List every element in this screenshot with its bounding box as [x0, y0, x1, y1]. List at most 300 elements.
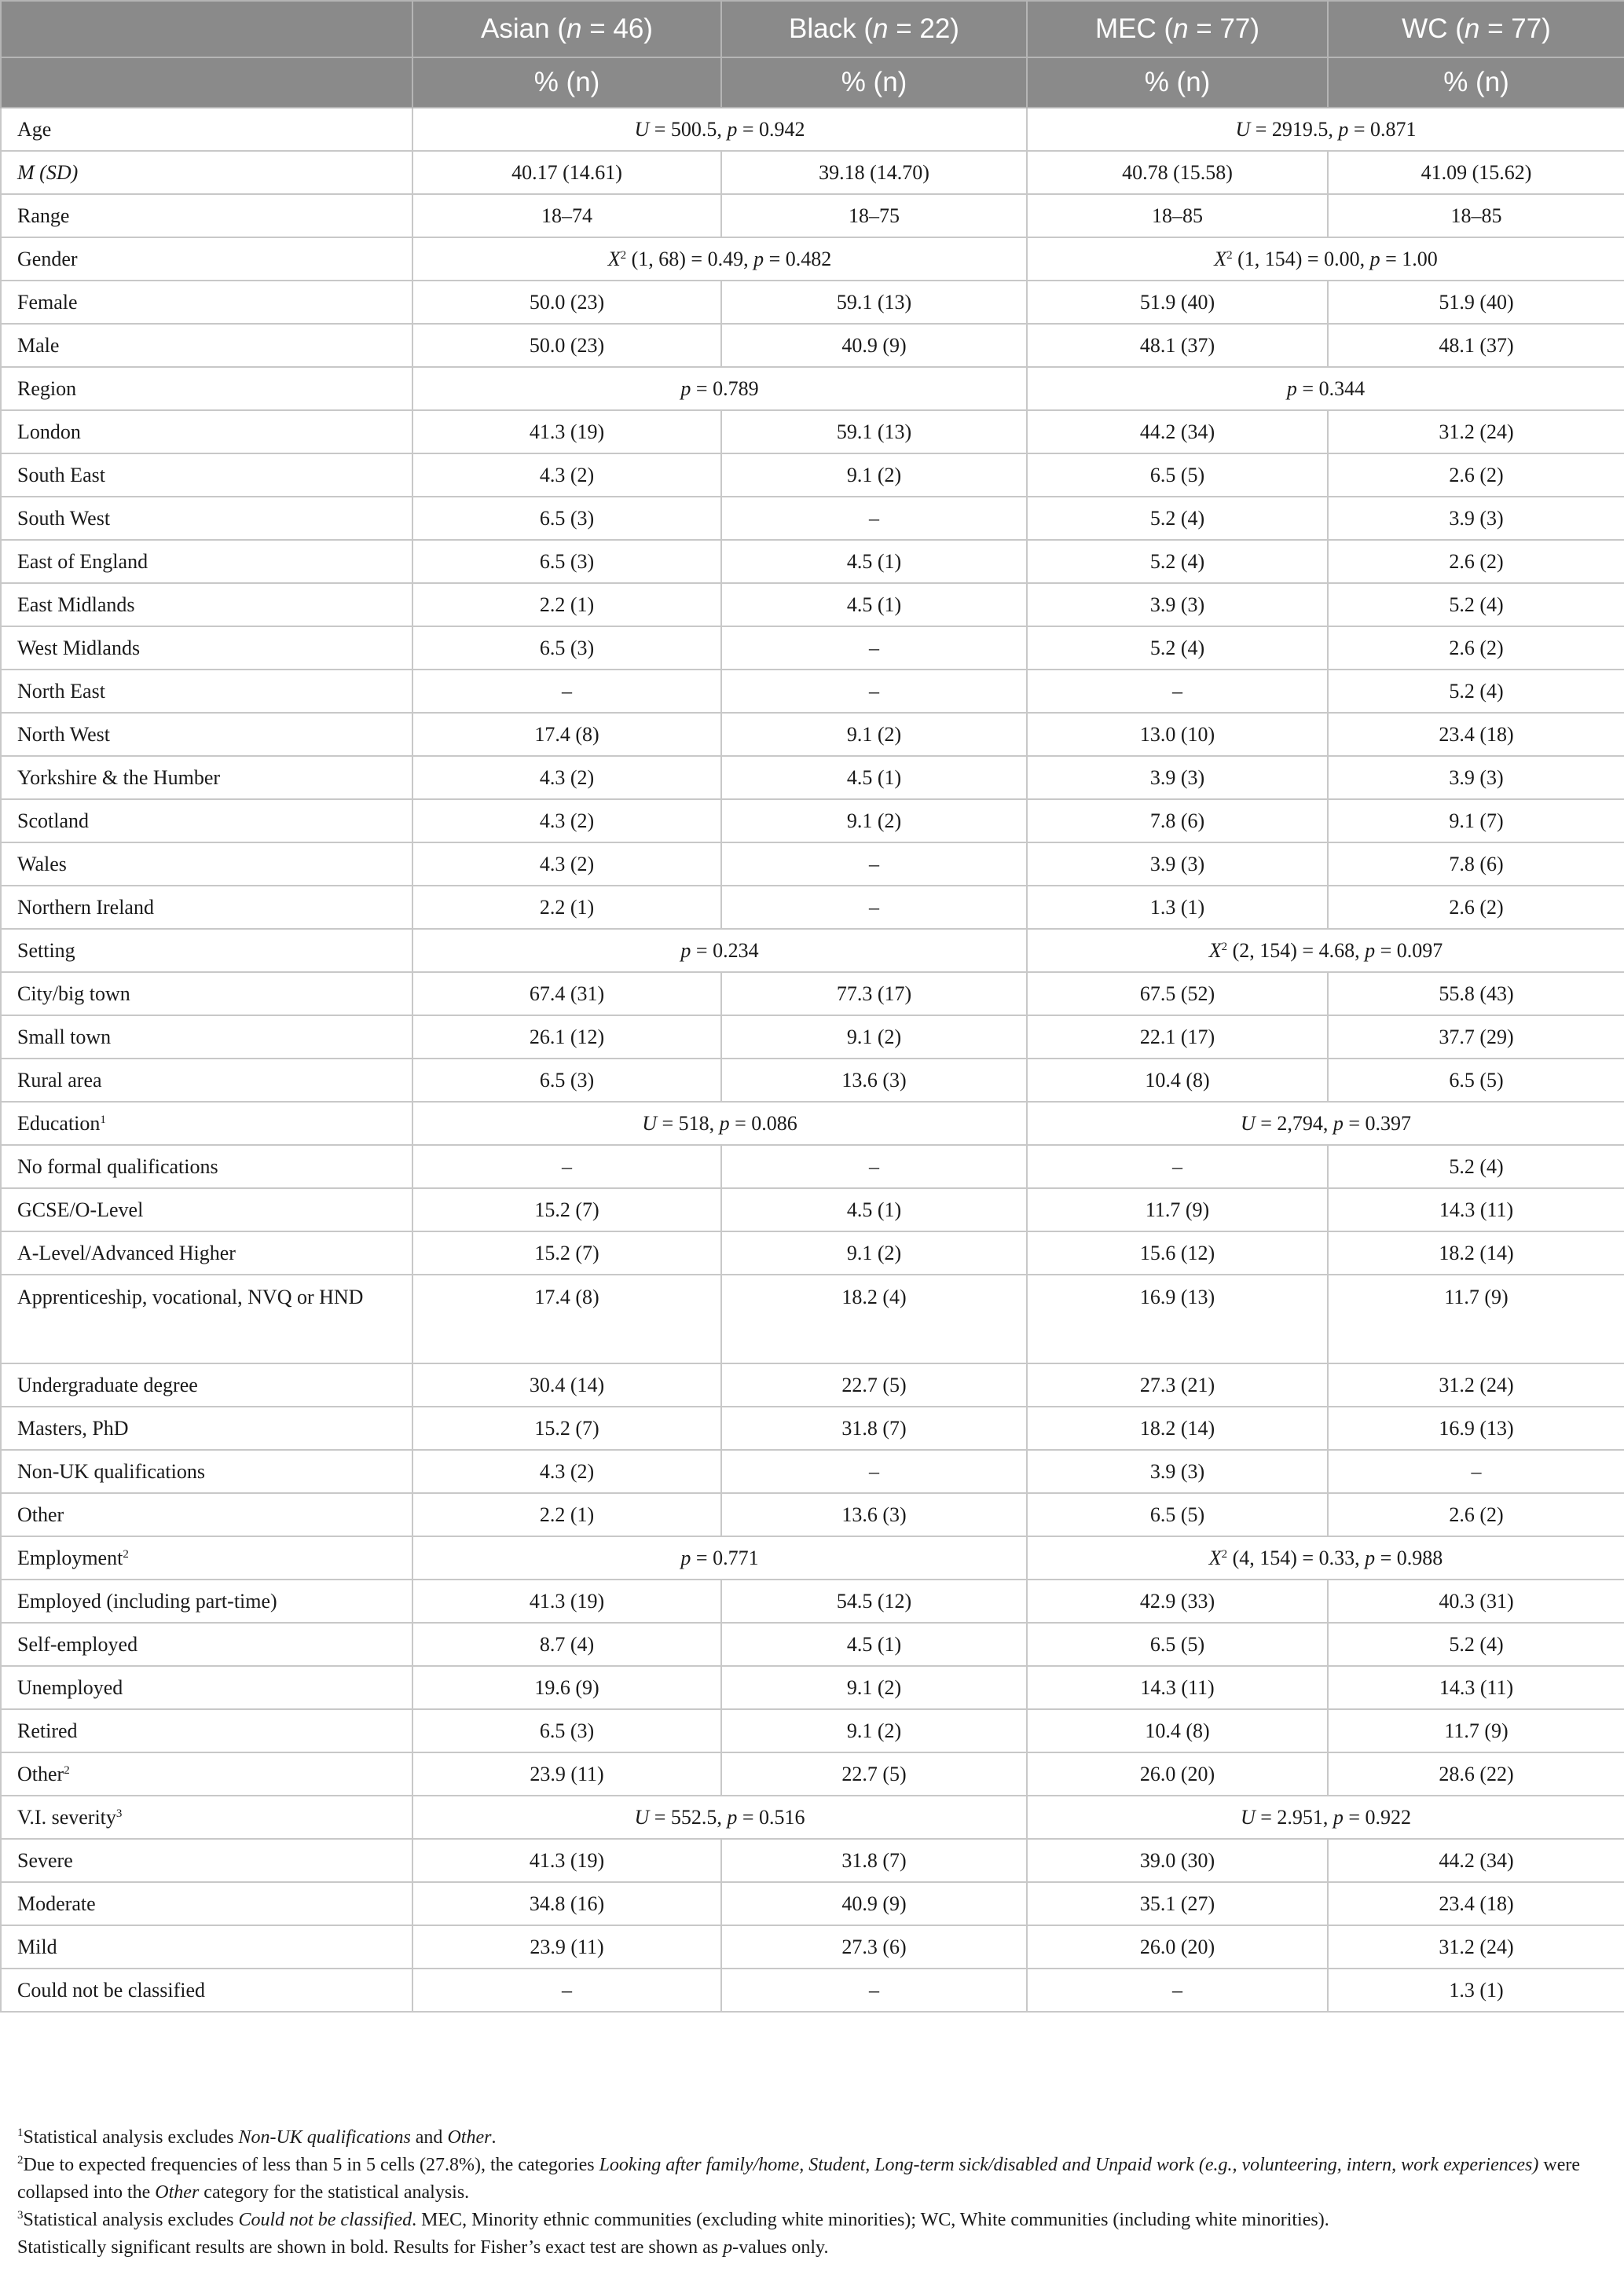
- header-unit: % (n): [412, 57, 721, 108]
- value-cell: 31.2 (24): [1328, 410, 1624, 453]
- value-cell: 9.1 (2): [721, 1231, 1027, 1275]
- stat-cell: $X^2$ (2, 154) = 4.68, p = 0.097: [1027, 929, 1624, 972]
- stat-cell: U = 552.5, p = 0.516: [412, 1796, 1027, 1839]
- row-label: [1, 367, 412, 410]
- value-cell: 5.2 (4): [1027, 626, 1328, 670]
- value-cell: 44.2 (34): [1027, 410, 1328, 453]
- table-row: [1, 1450, 1624, 1493]
- value-cell: 59.1 (13): [721, 410, 1027, 453]
- footnote-marker: 2: [64, 1763, 70, 1777]
- group-n-label: n: [1173, 13, 1189, 44]
- stat-cell: p = 0.234: [412, 929, 1027, 972]
- table-row: [1, 1145, 1624, 1188]
- row-label-text: Northern Ireland: [17, 895, 154, 919]
- table-row: [1, 324, 1624, 367]
- row-label: [1, 194, 412, 237]
- table-row: [1, 1882, 1624, 1925]
- section-row: [1, 237, 1624, 281]
- value-cell: –: [1027, 1969, 1328, 2012]
- value-cell: 15.6 (12): [1027, 1231, 1328, 1275]
- table-row: [1, 1666, 1624, 1709]
- footnote-text: were collapsed into the: [17, 2155, 1581, 2203]
- value-cell: 26.0 (20): [1027, 1925, 1328, 1969]
- value-cell: –: [1328, 1450, 1624, 1493]
- row-label: [1, 1969, 412, 2012]
- row-label: [1, 497, 412, 540]
- row-label-text: Other: [17, 1762, 64, 1785]
- row-label: [1, 1709, 412, 1752]
- value-cell: 4.3 (2): [412, 1450, 721, 1493]
- table-row: [1, 1363, 1624, 1407]
- value-cell: 50.0 (23): [412, 281, 721, 324]
- value-cell: 2.6 (2): [1328, 1493, 1624, 1536]
- value-cell: 5.2 (4): [1328, 1623, 1624, 1666]
- header-group: WC (n = 77): [1328, 1, 1624, 57]
- group-name: Asian: [481, 13, 550, 44]
- row-label-text: Employment: [17, 1546, 123, 1569]
- row-label: [1, 540, 412, 583]
- row-label: [1, 1231, 412, 1275]
- row-label-text: Unemployed: [17, 1675, 123, 1699]
- value-cell: 15.2 (7): [412, 1188, 721, 1231]
- row-label: [1, 1882, 412, 1925]
- value-cell: 50.0 (23): [412, 324, 721, 367]
- value-cell: 17.4 (8): [412, 713, 721, 756]
- footnote-number: 3: [17, 2209, 24, 2222]
- value-cell: 31.2 (24): [1328, 1363, 1624, 1407]
- section-row: [1, 108, 1624, 151]
- value-cell: 16.9 (13): [1027, 1275, 1328, 1363]
- value-cell: 6.5 (5): [1027, 453, 1328, 497]
- footnote-text: .: [491, 2127, 497, 2148]
- value-cell: 14.3 (11): [1027, 1666, 1328, 1709]
- stat-cell: U = 2.951, p = 0.922: [1027, 1796, 1624, 1839]
- header-unit: % (n): [1027, 57, 1328, 108]
- row-label-text: City/big town: [17, 982, 130, 1005]
- value-cell: 9.1 (2): [721, 1666, 1027, 1709]
- footnote-text: Other: [447, 2127, 492, 2148]
- table-row: [1, 1188, 1624, 1231]
- footnote: [17, 2207, 1597, 2234]
- table-row: [1, 1231, 1624, 1275]
- row-label: [1, 281, 412, 324]
- row-label: [1, 410, 412, 453]
- row-label-text: M (SD): [17, 160, 79, 184]
- value-cell: 19.6 (9): [412, 1666, 721, 1709]
- header-group: MEC (n = 77): [1027, 1, 1328, 57]
- value-cell: 4.5 (1): [721, 583, 1027, 626]
- value-cell: –: [412, 1145, 721, 1188]
- value-cell: 4.5 (1): [721, 1188, 1027, 1231]
- value-cell: –: [721, 886, 1027, 929]
- value-cell: 55.8 (43): [1328, 972, 1624, 1015]
- table-row: [1, 1015, 1624, 1059]
- stat-cell: p = 0.344: [1027, 367, 1624, 410]
- value-cell: –: [721, 1969, 1027, 2012]
- value-cell: 18–85: [1328, 194, 1624, 237]
- stat-cell: $X^2$ (1, 68) = 0.49, p = 0.482: [412, 237, 1027, 281]
- value-cell: 31.2 (24): [1328, 1925, 1624, 1969]
- value-cell: 11.7 (9): [1328, 1275, 1624, 1363]
- row-label: [1, 1145, 412, 1188]
- value-cell: 18–85: [1027, 194, 1328, 237]
- footnote-number: 2: [17, 2154, 24, 2167]
- value-cell: 8.7 (4): [412, 1623, 721, 1666]
- row-label-text: Undergraduate degree: [17, 1373, 198, 1396]
- value-cell: 2.2 (1): [412, 886, 721, 929]
- value-cell: 15.2 (7): [412, 1407, 721, 1450]
- value-cell: 18–75: [721, 194, 1027, 237]
- value-cell: 18.2 (14): [1027, 1407, 1328, 1450]
- table-row: [1, 756, 1624, 799]
- value-cell: 3.9 (3): [1328, 756, 1624, 799]
- footnote-text: Looking after family/home, Student, Long-term sick/disabled and Unpaid work (e.g., volunteering, intern, work experiences): [599, 2155, 1539, 2175]
- table-row: [1, 1752, 1624, 1796]
- footnote-text: Could not be classified: [238, 2210, 412, 2230]
- value-cell: 5.2 (4): [1027, 540, 1328, 583]
- value-cell: 23.4 (18): [1328, 1882, 1624, 1925]
- value-cell: 27.3 (6): [721, 1925, 1027, 1969]
- value-cell: 26.1 (12): [412, 1015, 721, 1059]
- stat-cell: $X^2$ (1, 154) = 0.00, p = 1.00: [1027, 237, 1624, 281]
- footnote-text: category for the statistical analysis.: [199, 2182, 470, 2203]
- row-label: [1, 453, 412, 497]
- row-label-text: Range: [17, 204, 70, 227]
- header-unit: % (n): [1328, 57, 1624, 108]
- footnote-marker: 2: [123, 1547, 129, 1561]
- footnote-text: and: [410, 2127, 448, 2148]
- footnote-text: Statistical analysis excludes: [23, 2210, 239, 2230]
- value-cell: 5.2 (4): [1328, 670, 1624, 713]
- value-cell: 40.3 (31): [1328, 1580, 1624, 1623]
- stat-cell: U = 2919.5, p = 0.871: [1027, 108, 1624, 151]
- row-label: [1, 583, 412, 626]
- value-cell: 6.5 (3): [412, 626, 721, 670]
- value-cell: 22.1 (17): [1027, 1015, 1328, 1059]
- row-label-text: Mild: [17, 1935, 57, 1958]
- value-cell: 5.2 (4): [1328, 1145, 1624, 1188]
- row-label-text: Gender: [17, 247, 78, 270]
- value-cell: 18.2 (14): [1328, 1231, 1624, 1275]
- row-label: [1, 1407, 412, 1450]
- footnote-number: 1: [17, 2126, 24, 2139]
- row-label: [1, 929, 412, 972]
- value-cell: 9.1 (2): [721, 453, 1027, 497]
- row-label: [1, 886, 412, 929]
- value-cell: 37.7 (29): [1328, 1015, 1624, 1059]
- row-label: [1, 1839, 412, 1882]
- row-label: [1, 1796, 412, 1839]
- value-cell: 22.7 (5): [721, 1363, 1027, 1407]
- value-cell: 28.6 (22): [1328, 1752, 1624, 1796]
- footnote-text: . MEC, Minority ethnic communities (excluding white minorities); WC, White communities (including white minorities).: [412, 2210, 1329, 2230]
- value-cell: 4.3 (2): [412, 799, 721, 842]
- table-row: [1, 151, 1624, 194]
- section-row: [1, 1796, 1624, 1839]
- row-label-text: Region: [17, 376, 77, 400]
- value-cell: 10.4 (8): [1027, 1059, 1328, 1102]
- row-label-text: Female: [17, 290, 78, 314]
- row-label: [1, 1493, 412, 1536]
- stat-cell: $X^2$ (4, 154) = 0.33, p = 0.988: [1027, 1536, 1624, 1580]
- row-label: [1, 670, 412, 713]
- row-label-text: No formal qualifications: [17, 1154, 218, 1178]
- section-row: [1, 1536, 1624, 1580]
- value-cell: 30.4 (14): [412, 1363, 721, 1407]
- table-row: [1, 799, 1624, 842]
- value-cell: 1.3 (1): [1328, 1969, 1624, 2012]
- value-cell: 11.7 (9): [1328, 1709, 1624, 1752]
- row-label: [1, 756, 412, 799]
- table-row: [1, 497, 1624, 540]
- value-cell: 31.8 (7): [721, 1839, 1027, 1882]
- value-cell: –: [721, 670, 1027, 713]
- table-row: [1, 1407, 1624, 1450]
- table-row: [1, 842, 1624, 886]
- value-cell: 13.0 (10): [1027, 713, 1328, 756]
- table-row: [1, 1580, 1624, 1623]
- footnote: [17, 2152, 1597, 2207]
- value-cell: 11.7 (9): [1027, 1188, 1328, 1231]
- value-cell: 22.7 (5): [721, 1752, 1027, 1796]
- row-label-text: North East: [17, 679, 105, 703]
- row-label: [1, 799, 412, 842]
- value-cell: 4.3 (2): [412, 842, 721, 886]
- value-cell: 18–74: [412, 194, 721, 237]
- row-label-text: Setting: [17, 938, 75, 962]
- value-cell: 14.3 (11): [1328, 1188, 1624, 1231]
- stat-cell: U = 500.5, p = 0.942: [412, 108, 1027, 151]
- row-label-text: V.I. severity: [17, 1805, 116, 1829]
- row-label: [1, 1015, 412, 1059]
- row-label: [1, 1188, 412, 1231]
- value-cell: 6.5 (5): [1328, 1059, 1624, 1102]
- row-label-text: Retired: [17, 1719, 78, 1742]
- table-row: [1, 1839, 1624, 1882]
- row-label-text: Small town: [17, 1025, 112, 1048]
- value-cell: 40.9 (9): [721, 324, 1027, 367]
- section-row: [1, 929, 1624, 972]
- row-label-text: Self-employed: [17, 1632, 138, 1656]
- table-row: [1, 410, 1624, 453]
- value-cell: 15.2 (7): [412, 1231, 721, 1275]
- row-label: [1, 324, 412, 367]
- value-cell: 48.1 (37): [1328, 324, 1624, 367]
- group-n-value: = 77): [1188, 13, 1260, 44]
- table-row: [1, 1969, 1624, 2012]
- group-n-value: = 46): [581, 13, 653, 44]
- stat-cell: p = 0.771: [412, 1536, 1027, 1580]
- header-row-groups: [1, 1, 1624, 57]
- value-cell: 26.0 (20): [1027, 1752, 1328, 1796]
- value-cell: 51.9 (40): [1027, 281, 1328, 324]
- value-cell: –: [721, 1450, 1027, 1493]
- value-cell: 18.2 (4): [721, 1275, 1027, 1363]
- value-cell: 13.6 (3): [721, 1059, 1027, 1102]
- value-cell: –: [721, 842, 1027, 886]
- value-cell: 3.9 (3): [1027, 842, 1328, 886]
- group-name: WC: [1402, 13, 1448, 44]
- table-row: [1, 194, 1624, 237]
- table-footnotes: [17, 2124, 1597, 2262]
- value-cell: –: [1027, 1145, 1328, 1188]
- row-label-text: Rural area: [17, 1068, 102, 1092]
- value-cell: 44.2 (34): [1328, 1839, 1624, 1882]
- value-cell: 2.6 (2): [1328, 540, 1624, 583]
- row-label: [1, 1580, 412, 1623]
- value-cell: 34.8 (16): [412, 1882, 721, 1925]
- row-label-text: Apprenticeship, vocational, NVQ or HND: [17, 1286, 364, 1308]
- row-label: [1, 108, 412, 151]
- value-cell: 2.2 (1): [412, 583, 721, 626]
- row-label-text: A-Level/Advanced Higher: [17, 1241, 236, 1264]
- footnote-text: -values only.: [732, 2237, 829, 2258]
- row-label: [1, 1102, 412, 1145]
- table-row: [1, 583, 1624, 626]
- value-cell: 6.5 (3): [412, 1709, 721, 1752]
- row-label: [1, 1363, 412, 1407]
- row-label-text: Education: [17, 1111, 101, 1135]
- row-label-text: South East: [17, 463, 105, 486]
- value-cell: 41.3 (19): [412, 410, 721, 453]
- footnote-text: Other: [155, 2182, 200, 2203]
- value-cell: 31.8 (7): [721, 1407, 1027, 1450]
- value-cell: 10.4 (8): [1027, 1709, 1328, 1752]
- value-cell: 35.1 (27): [1027, 1882, 1328, 1925]
- group-name: MEC: [1094, 13, 1157, 44]
- group-n-label: n: [566, 13, 582, 44]
- row-label: [1, 1275, 412, 1363]
- value-cell: 9.1 (2): [721, 713, 1027, 756]
- header-row-units: [1, 57, 1624, 108]
- table-row: [1, 626, 1624, 670]
- row-label-text: Male: [17, 333, 60, 357]
- row-label: [1, 626, 412, 670]
- footnote-text: Statistical analysis excludes: [23, 2127, 239, 2148]
- header-group: Asian (n = 46): [412, 1, 721, 57]
- value-cell: –: [412, 670, 721, 713]
- value-cell: 6.5 (3): [412, 1059, 721, 1102]
- row-label-text: North West: [17, 722, 111, 746]
- row-label-text: London: [17, 420, 81, 443]
- row-label-text: Scotland: [17, 809, 89, 832]
- value-cell: 5.2 (4): [1027, 497, 1328, 540]
- row-label-text: South West: [17, 506, 111, 530]
- row-label: [1, 842, 412, 886]
- value-cell: 41.09 (15.62): [1328, 151, 1624, 194]
- group-n-label: n: [1464, 13, 1480, 44]
- table-header: [1, 1, 1624, 108]
- value-cell: 3.9 (3): [1027, 756, 1328, 799]
- value-cell: 4.5 (1): [721, 756, 1027, 799]
- value-cell: –: [721, 1145, 1027, 1188]
- value-cell: 42.9 (33): [1027, 1580, 1328, 1623]
- value-cell: 9.1 (2): [721, 799, 1027, 842]
- group-n-label: n: [873, 13, 889, 44]
- row-label-text: Yorkshire & the Humber: [17, 765, 221, 789]
- value-cell: 40.9 (9): [721, 1882, 1027, 1925]
- value-cell: 7.8 (6): [1328, 842, 1624, 886]
- footnote-marker: 1: [100, 1113, 106, 1126]
- value-cell: 41.3 (19): [412, 1580, 721, 1623]
- row-label: [1, 1623, 412, 1666]
- table-row: [1, 453, 1624, 497]
- row-label: [1, 1925, 412, 1969]
- table-row: [1, 1709, 1624, 1752]
- value-cell: 59.1 (13): [721, 281, 1027, 324]
- value-cell: 54.5 (12): [721, 1580, 1027, 1623]
- value-cell: 7.8 (6): [1027, 799, 1328, 842]
- value-cell: 23.4 (18): [1328, 713, 1624, 756]
- row-label-text: Other: [17, 1503, 64, 1526]
- value-cell: 2.6 (2): [1328, 626, 1624, 670]
- value-cell: 1.3 (1): [1027, 886, 1328, 929]
- row-label-text: Age: [17, 117, 52, 141]
- value-cell: –: [721, 497, 1027, 540]
- value-cell: 6.5 (5): [1027, 1623, 1328, 1666]
- value-cell: 9.1 (2): [721, 1709, 1027, 1752]
- value-cell: 14.3 (11): [1328, 1666, 1624, 1709]
- value-cell: 3.9 (3): [1027, 583, 1328, 626]
- value-cell: 16.9 (13): [1328, 1407, 1624, 1450]
- stat-cell: p = 0.789: [412, 367, 1027, 410]
- value-cell: 41.3 (19): [412, 1839, 721, 1882]
- table-row: [1, 1925, 1624, 1969]
- row-label: [1, 1536, 412, 1580]
- table-row: [1, 1623, 1624, 1666]
- table-row: [1, 540, 1624, 583]
- header-group: Black (n = 22): [721, 1, 1027, 57]
- table-row: [1, 713, 1624, 756]
- footnote-marker: 3: [115, 1807, 123, 1820]
- value-cell: 23.9 (11): [412, 1925, 721, 1969]
- value-cell: 67.4 (31): [412, 972, 721, 1015]
- stat-cell: U = 518, p = 0.086: [412, 1102, 1027, 1145]
- value-cell: 39.18 (14.70): [721, 151, 1027, 194]
- value-cell: 5.2 (4): [1328, 583, 1624, 626]
- header-unit: % (n): [721, 57, 1027, 108]
- value-cell: 40.17 (14.61): [412, 151, 721, 194]
- value-cell: 4.5 (1): [721, 1623, 1027, 1666]
- row-label: [1, 1059, 412, 1102]
- value-cell: 9.1 (7): [1328, 799, 1624, 842]
- footnote-text: p: [723, 2237, 733, 2258]
- table-body: [1, 108, 1624, 2012]
- group-name: Black: [789, 13, 856, 44]
- row-label-text: West Midlands: [17, 636, 141, 659]
- value-cell: 17.4 (8): [412, 1275, 721, 1363]
- row-label-text: GCSE/O-Level: [17, 1198, 144, 1221]
- value-cell: 40.78 (15.58): [1027, 151, 1328, 194]
- value-cell: 2.6 (2): [1328, 453, 1624, 497]
- table-row: [1, 1493, 1624, 1536]
- row-label-text: East Midlands: [17, 593, 135, 616]
- row-label: [1, 1666, 412, 1709]
- row-label-text: Masters, PhD: [17, 1416, 129, 1440]
- row-label-text: Moderate: [17, 1892, 96, 1915]
- value-cell: 6.5 (5): [1027, 1493, 1328, 1536]
- value-cell: 39.0 (30): [1027, 1839, 1328, 1882]
- table-row: [1, 1275, 1624, 1363]
- value-cell: 48.1 (37): [1027, 324, 1328, 367]
- table-row: [1, 886, 1624, 929]
- row-label-text: Employed (including part-time): [17, 1589, 277, 1613]
- section-row: [1, 367, 1624, 410]
- row-label-text: Wales: [17, 852, 67, 875]
- row-label: [1, 713, 412, 756]
- row-label: [1, 237, 412, 281]
- table-row: [1, 670, 1624, 713]
